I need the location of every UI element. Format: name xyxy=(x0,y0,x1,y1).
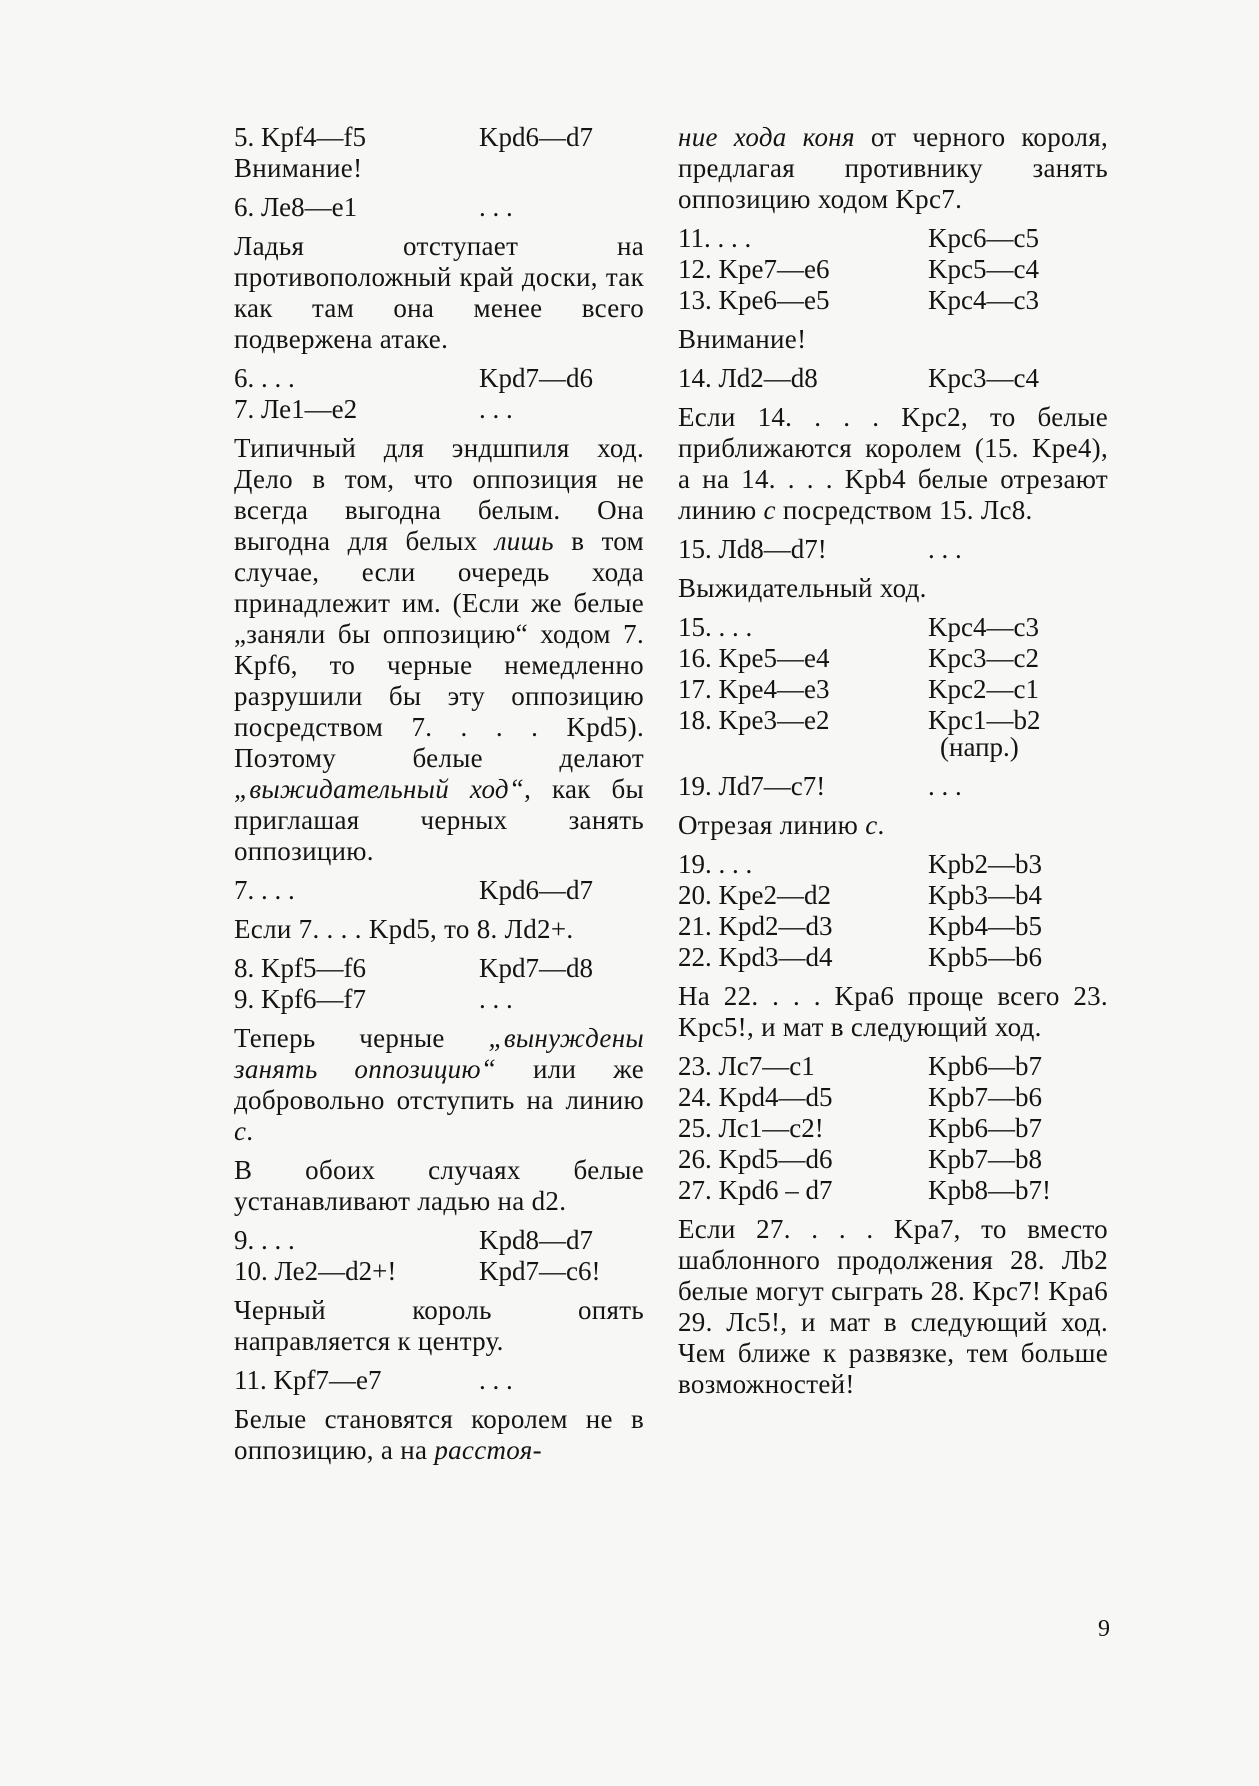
white-move: 5. Kpf4—f5 xyxy=(234,122,366,152)
paragraph: Если 7. . . . Kpd5, то 8. Лd2+. xyxy=(234,914,574,944)
paragraph: Теперь черные „вынуждены занять оппозицию“ или же добровольно отступить на линию c. xyxy=(234,1023,644,1146)
white-move: 14. Лd2—d8 xyxy=(678,363,818,393)
black-move: Kpb2—b3 xyxy=(928,849,1042,879)
move-line xyxy=(678,1175,1108,1206)
move-line xyxy=(678,1082,1108,1113)
move-line xyxy=(678,534,1108,565)
black-move: Kpb6—b7 xyxy=(928,1051,1042,1081)
white-move: 19. Лd7—c7! xyxy=(678,771,826,801)
white-move: 26. Kpd5—d6 xyxy=(678,1144,833,1174)
black-move: Kpc3—c2 xyxy=(928,643,1039,673)
black-move: Kpb6—b7 xyxy=(928,1113,1042,1143)
black-move: . . . xyxy=(479,1365,513,1395)
move-line xyxy=(234,875,644,906)
white-move: 6. . . . xyxy=(234,363,295,393)
white-move: 9. Kpf6—f7 xyxy=(234,984,366,1014)
black-move: Kpc4—c3 xyxy=(928,612,1039,642)
move-line xyxy=(678,674,1108,705)
paragraph: В обоих случаях белые устанавливают ладью на d2. xyxy=(234,1155,644,1216)
white-move: 12. Kpe7—e6 xyxy=(678,254,830,284)
paragraph: Белые становятся королем не в оппозицию, а на расстоя- xyxy=(234,1404,644,1465)
paragraph: Выжидательный ход. xyxy=(678,573,927,603)
white-move: 25. Лс1—с2! xyxy=(678,1113,824,1143)
paragraph: Внимание! xyxy=(678,324,807,354)
paragraph: Отрезая линию c. xyxy=(678,810,885,840)
move-line xyxy=(234,984,644,1015)
paragraph: На 22. . . . Kpa6 проще всего 23. Kpc5!, и мат в следующий ход. xyxy=(678,981,1108,1042)
black-move: Kpd6—d7 xyxy=(479,875,593,905)
left-column xyxy=(234,122,644,1474)
paragraph: Черный король опять направляется к центру. xyxy=(234,1295,644,1356)
paragraph: Если 27. . . . Kpa7, то вместо шаблонного продолжения 28. Лb2 белые могут сыграть 28. Kpc7! Kpa6 29. Лс5!, и мат в следующий ход. Чем ближе к развязке, тем больше возможностей! xyxy=(678,1214,1108,1399)
move-note: (напр.) xyxy=(940,732,1019,762)
black-move: Kpd8—d7 xyxy=(479,1225,593,1255)
black-move: . . . xyxy=(479,394,513,424)
black-move: Kpb7—b6 xyxy=(928,1082,1042,1112)
black-move: . . . xyxy=(928,534,962,564)
white-move: 23. Лс7—с1 xyxy=(678,1051,815,1081)
white-move: 8. Kpf5—f6 xyxy=(234,953,366,983)
black-move: Kpd6—d7 xyxy=(479,122,593,152)
move-line xyxy=(678,771,1108,802)
white-move: 15. . . . xyxy=(678,612,753,642)
black-move: Kpc5—c4 xyxy=(928,254,1039,284)
white-move: 17. Kpe4—e3 xyxy=(678,674,830,704)
move-line xyxy=(678,880,1108,911)
move-line xyxy=(234,363,644,394)
move-line xyxy=(678,1051,1108,1082)
move-line xyxy=(234,1365,644,1396)
move-line xyxy=(678,1144,1108,1175)
white-move: 10. Ле2—d2+! xyxy=(234,1256,397,1286)
white-move: 15. Лd8—d7! xyxy=(678,534,827,564)
black-move: . . . xyxy=(479,984,513,1014)
white-move: 11. . . . xyxy=(678,223,752,253)
black-move: Kpc6—c5 xyxy=(928,223,1039,253)
move-line xyxy=(234,394,644,425)
white-move: 21. Kpd2—d3 xyxy=(678,911,833,941)
paragraph: Типичный для эндшпиля ход. Дело в том, что оппозиция не всегда выгодна белым. Она выгодна для белых лишь в том случае, если очередь хода принадлежит им. (Если же белые „заняли бы оппозицию“ ходом 7. Kpf6, то черные немедленно разрушили бы эту оппозицию посредством 7. . . . Kpd5). Поэтому белые делают „выжидательный ход“, как бы приглашая черных занять оппозицию. xyxy=(234,433,644,866)
paragraph: Ладья отступает на противоположный край доски, так как там она менее всего подвержена атаке. xyxy=(234,231,644,354)
right-column xyxy=(678,122,1108,1408)
white-move: 22. Kpd3—d4 xyxy=(678,942,833,972)
move-line xyxy=(234,1225,644,1256)
white-move: 20. Kpe2—d2 xyxy=(678,880,831,910)
black-move: Kpb8—b7! xyxy=(928,1175,1051,1205)
black-move: Kpd7—c6! xyxy=(479,1256,601,1286)
white-move: 13. Kpe6—e5 xyxy=(678,285,830,315)
white-move: 7. Ле1—е2 xyxy=(234,394,358,424)
move-line xyxy=(234,953,644,984)
paragraph: Если 14. . . . Kpc2, то белые приближаются королем (15. Kpe4), а на 14. . . . Kpb4 белые отрезают линию c посредством 15. Лс8. xyxy=(678,402,1108,525)
move-line xyxy=(678,942,1108,973)
black-move: Kpb4—b5 xyxy=(928,911,1042,941)
white-move: 19. . . . xyxy=(678,849,753,879)
black-move: Kpb5—b6 xyxy=(928,942,1042,972)
black-move: Kpc4—c3 xyxy=(928,285,1039,315)
move-line xyxy=(678,849,1108,880)
move-line xyxy=(678,254,1108,285)
white-move: 7. . . . xyxy=(234,875,295,905)
white-move: 27. Kpd6 – d7 xyxy=(678,1175,833,1205)
white-move: 18. Kpe3—e2 xyxy=(678,705,830,735)
move-line xyxy=(678,363,1108,394)
black-move: . . . xyxy=(928,771,962,801)
black-move: Kpd7—d8 xyxy=(479,953,593,983)
move-line xyxy=(234,122,644,153)
page-number: 9 xyxy=(1098,1616,1110,1642)
black-move: . . . xyxy=(479,192,513,222)
paragraph: Внимание! xyxy=(234,153,363,183)
black-move: Kpc1—b2 xyxy=(928,705,1041,735)
move-line xyxy=(678,1113,1108,1144)
black-move: Kpd7—d6 xyxy=(479,363,593,393)
move-line xyxy=(678,223,1108,254)
white-move: 11. Kpf7—e7 xyxy=(234,1365,382,1395)
move-line xyxy=(234,192,644,223)
move-line xyxy=(234,1256,644,1287)
white-move: 9. . . . xyxy=(234,1225,295,1255)
paragraph: ние хода коня от черного короля, предлагая противнику занять оппозицию ходом Kpc7. xyxy=(678,122,1108,214)
black-move: Kpb3—b4 xyxy=(928,880,1042,910)
move-line xyxy=(678,612,1108,643)
black-move: Kpb7—b8 xyxy=(928,1144,1042,1174)
black-move: Kpc2—c1 xyxy=(928,674,1039,704)
move-line xyxy=(678,643,1108,674)
black-move: Kpc3—c4 xyxy=(928,363,1039,393)
white-move: 6. Ле8—е1 xyxy=(234,192,358,222)
move-line xyxy=(678,911,1108,942)
white-move: 24. Kpd4—d5 xyxy=(678,1082,833,1112)
white-move: 16. Kpe5—e4 xyxy=(678,643,830,673)
move-line xyxy=(678,285,1108,316)
